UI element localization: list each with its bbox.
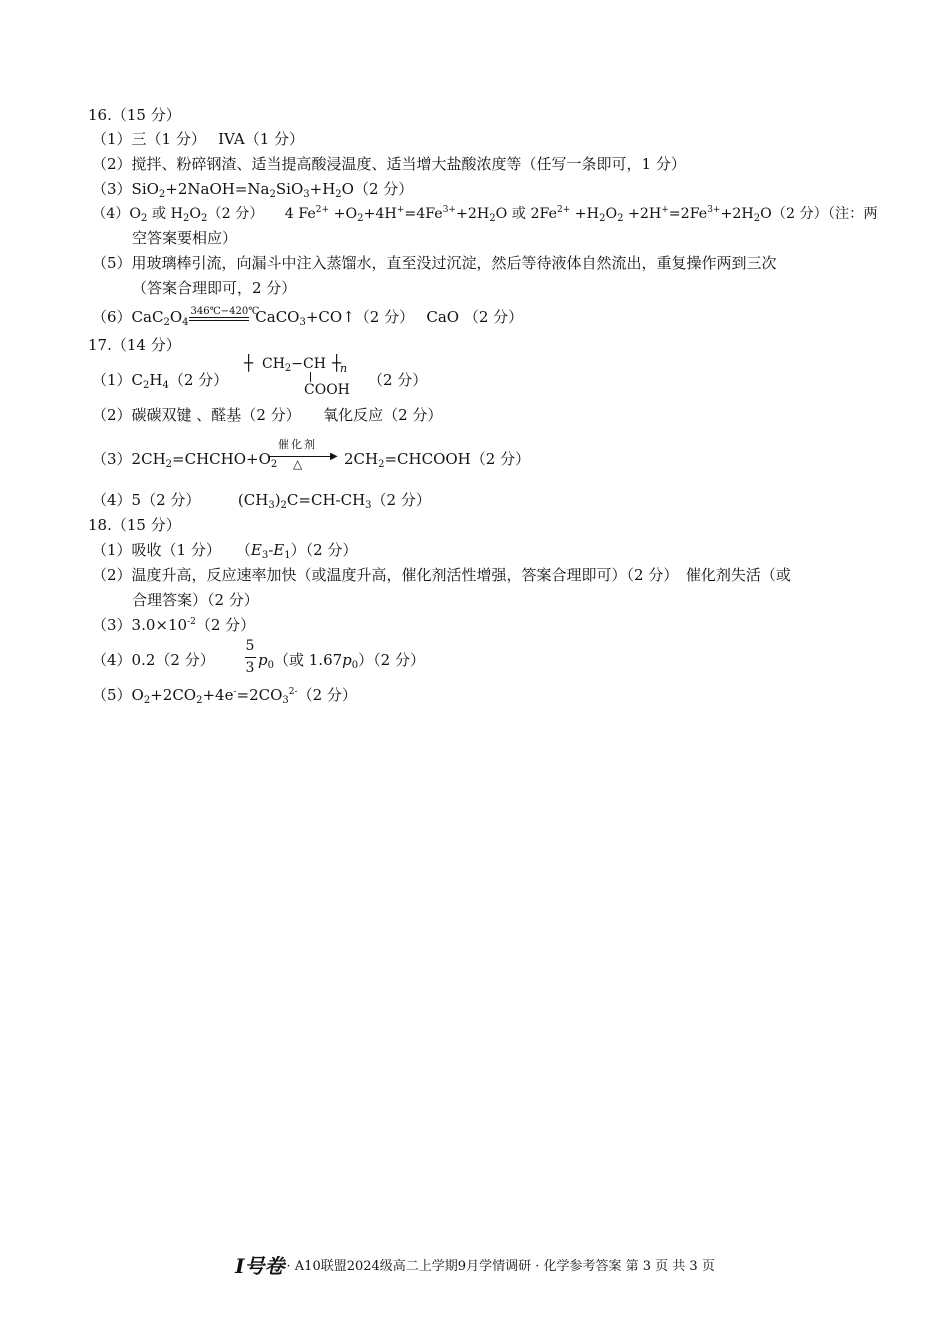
q18-answer-2-line2: 合理答案）（2 分） (132, 591, 259, 609)
q17-answer-4: （4）5（2 分） $(CH_3)_2C=CH-CH_3(2$ 分） (92, 491, 431, 511)
q16-answer-5-line1: （5）用玻璃棒引流，向漏斗中注入蒸馏水，直至没过沉淀，然后等待液体自然流出，重复操作两到三次 (92, 254, 777, 272)
reaction-condition: 346℃−420℃ (189, 308, 251, 326)
q17-header: 17.（14 分） (88, 336, 181, 354)
q17-answer-3-product: $2CH_2=CHCOOH(2$ 分） (344, 450, 531, 470)
q16-answer-5-line2: （答案合理即可，2 分） (132, 279, 297, 297)
brand-logo: I号卷 (235, 1254, 285, 1278)
q16-header: 16.（15 分） (88, 106, 181, 124)
polymer-structure: ┼ $CH_2-CH$ ┼ n COOH (244, 354, 350, 398)
q17-answer-1-score: （2 分） (368, 371, 428, 389)
q17-answer-3: $(3)2CH_2=CHCHO+O_2$ (92, 450, 278, 470)
q18-answer-5: $(5)O_2+2CO_2+4e^-=2CO_3^{2-}(2$ 分） (92, 686, 357, 706)
q16-answer-4-cont: 空答案要相应） (132, 229, 238, 247)
q16-answer-2: （2）搅拌、粉碎钢渣、适当提高酸浸温度、适当增大盐酸浓度等（任写一条即可，1 分） (92, 155, 686, 173)
q16-answer-3: $(3)SiO_2+2NaOH=Na_2SiO_3+H_2O(2$ 分） (92, 180, 414, 200)
q16-answer-1: （1）三（1 分） IVA（1 分） (92, 130, 305, 148)
fraction-5-3: 5 3 (245, 638, 255, 676)
catalyst-arrow: 催化剂 ▶ △ (268, 436, 340, 472)
q17-answer-2: （2）碳碳双键 、醛基（2 分） 氧化反应（2 分） (92, 406, 443, 424)
q18-answer-3: $(3)3.0\times 10^{-2}(2$ 分） (92, 616, 256, 634)
q18-header: 18.（15 分） (88, 516, 181, 534)
q18-answer-2-line1: （2）温度升高，反应速率加快（或温度升高，催化剂活性增强，答案合理即可）（2 分） 催化剂失活（或 (92, 566, 791, 584)
q17-answer-1: $(1)C_2H_4(2$ 分） (92, 371, 229, 391)
q18-answer-4: （4）0.2（2 分） (92, 651, 215, 669)
q16-answer-4: $(4)O_2$ 或 $H_2O_2(2$ 分） 4 $Fe^{2+} +O_2+4H^+=4Fe^{3+}+2H_2O$ 或 $2Fe^{2+} +H_2O_2 +2H^+=2Fe^{3+}+2H_2O(2$ 分）（注：两 (92, 205, 878, 224)
q16-answer-6: $(6)CaC_2O_4$ 346℃−420℃ CaCO$_3$+CO↑（2 分） CaO （2 分） (92, 306, 524, 328)
footer-text: · A10联盟2024级高二上学期9月学情调研 · 化学参考答案 第 3 页 共 3 页 (286, 1259, 715, 1274)
q18-answer-1: （1）吸收（1 分） $(E_3-E_1)(2$ 分） (92, 541, 358, 561)
q18-answer-4-rest: $p_0$（或 $1.67p_0)(2$ 分） (258, 651, 425, 671)
page-footer (0, 1250, 950, 1279)
